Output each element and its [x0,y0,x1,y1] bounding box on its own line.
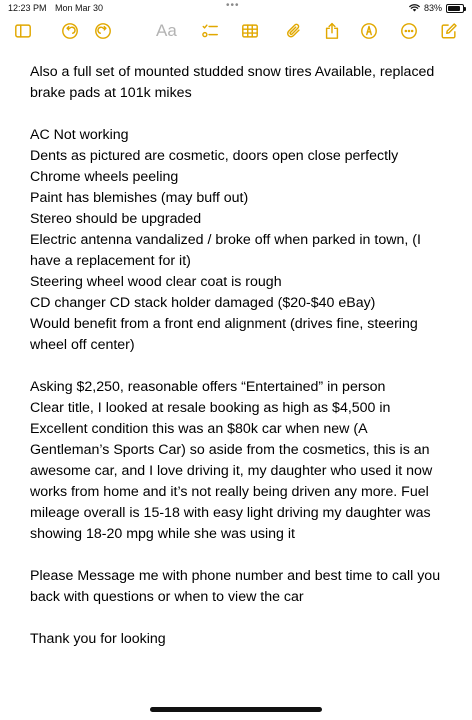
status-date: Mon Mar 30 [55,3,104,13]
status-right [409,3,464,13]
note-line: AC Not working [30,127,129,143]
note-line: Electric antenna vandalized / broke off when parked in town, (I have a replacement for it) [30,232,421,269]
note-line: Would benefit from a front end alignment (drives fine, steering wheel off center) [30,316,418,353]
note-line: Asking $2,250, reasonable offers “Entertained” in person [30,379,386,395]
markup-icon[interactable] [358,20,380,42]
note-paragraph-1 [30,62,450,104]
note-line: CD changer CD stack holder damaged ($20-$40 eBay) [30,295,376,311]
toolbar [0,16,472,46]
status-left [8,3,109,13]
more-icon[interactable] [398,20,420,42]
note-paragraph-4 [30,566,450,608]
note-line: Dents as pictured are cosmetic, doors open close perfectly [30,148,399,164]
compose-icon[interactable] [438,20,460,42]
multitasking-dots-icon[interactable]: ••• [226,0,240,11]
note-line: Please Message me with phone number and best time to call you back with questions or when to view the car [30,568,441,605]
sidebar-icon[interactable] [12,20,34,42]
note-paragraph-3 [30,377,450,545]
share-icon[interactable] [321,20,343,42]
checklist-icon[interactable] [199,20,221,42]
table-icon[interactable] [239,20,261,42]
note-body[interactable] [30,62,450,650]
status-bar [0,0,472,16]
undo-icon[interactable] [59,20,81,42]
note-line: Clear title, I looked at resale booking as high as $4,500 in Excellent condition this was an $80k car when new (A Gentleman’s Sports Car) so aside from the cosmetics, this is an awesome car, and I love driving it, my daughter who used it now works from home and it’s not really being driven any more. Fuel mileage overall is 15-18 with easy light driving my daughter was showing 18-20 mpg while she was using it [30,400,433,542]
note-line: Also a full set of mounted studded snow tires Available, replaced brake pads at 101k mikes [30,64,435,101]
note-line: Thank you for looking [30,631,166,647]
attachment-icon[interactable] [283,20,305,42]
home-indicator[interactable] [150,707,322,712]
format-button[interactable]: Aa [156,21,177,40]
note-paragraph-5 [30,629,450,650]
redo-icon[interactable] [92,20,114,42]
status-time: 12:23 PM [8,3,47,13]
note-line: Paint has blemishes (may buff out) [30,190,249,206]
battery-fill [448,6,460,11]
battery-percent: 83% [423,3,442,13]
note-line: Stereo should be upgraded [30,211,202,227]
note-line: Chrome wheels peeling [30,169,179,185]
note-paragraph-2 [30,125,450,356]
wifi-icon [409,4,420,12]
note-line: Steering wheel wood clear coat is rough [30,274,282,290]
battery-icon [446,4,464,13]
